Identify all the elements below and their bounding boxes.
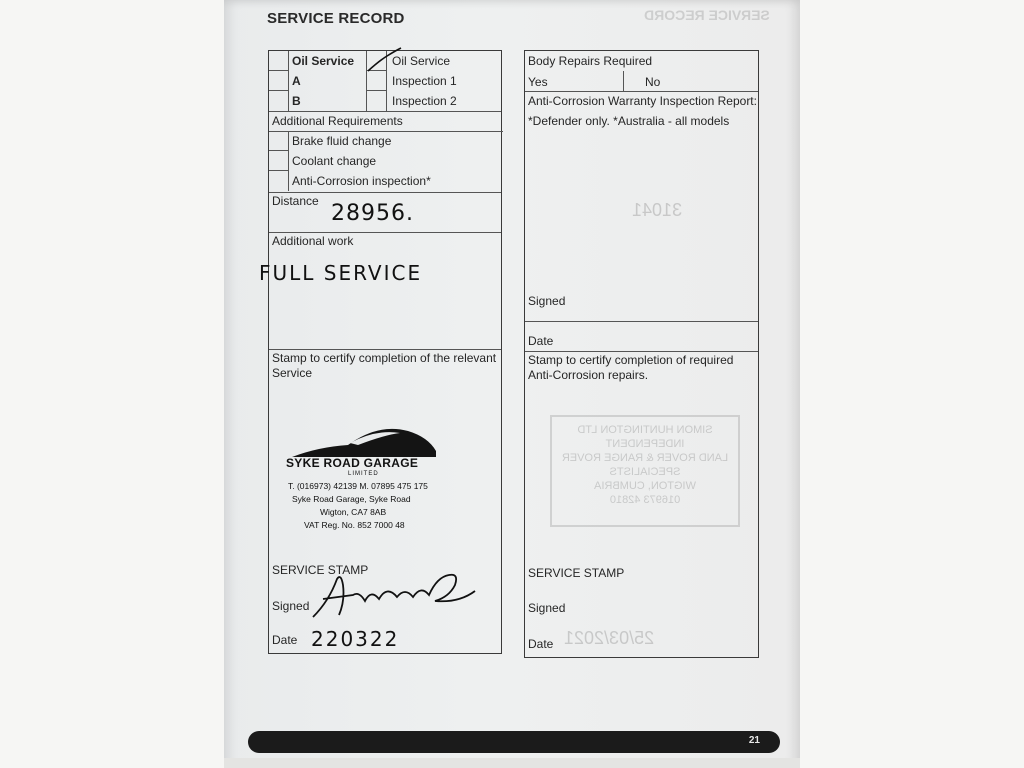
label-warranty-report: Anti-Corrosion Warranty Inspection Report: bbox=[528, 94, 757, 108]
label-additional-work: Additional work bbox=[272, 234, 354, 248]
label-anti-corrosion: Anti-Corrosion inspection* bbox=[292, 174, 431, 188]
label-inspection-1: Inspection 1 bbox=[392, 74, 457, 88]
ghost-stamp-line-4: SPECIALISTS bbox=[609, 466, 681, 478]
label-distance: Distance bbox=[272, 194, 319, 208]
label-signed-upper: Signed bbox=[528, 294, 566, 308]
label-inspection-2: Inspection 2 bbox=[392, 94, 457, 108]
checkbox-b[interactable] bbox=[269, 91, 289, 111]
service-record-page bbox=[224, 0, 800, 768]
checkbox-a[interactable] bbox=[269, 71, 289, 91]
label-stamp-certify: Stamp to certify completion of the relevant Service bbox=[272, 351, 497, 380]
label-signed-right: Signed bbox=[528, 601, 566, 615]
stamp-business-name: SYKE ROAD GARAGE bbox=[286, 456, 419, 470]
label-defender-note: *Defender only. *Australia - all models bbox=[528, 114, 730, 128]
car-logo-icon bbox=[288, 421, 438, 461]
label-no: No bbox=[645, 75, 661, 89]
checkbox-brake-fluid[interactable] bbox=[269, 131, 289, 151]
stamp-phone: T. (016973) 42139 M. 07895 475 175 bbox=[288, 481, 428, 491]
label-yes: Yes bbox=[528, 75, 548, 89]
background-left bbox=[0, 0, 224, 768]
stamp-address-2: Wigton, CA7 8AB bbox=[320, 507, 387, 517]
ghost-stamp-line-2: INDEPENDENT bbox=[605, 438, 685, 450]
ghost-date: 25/03/2021 bbox=[564, 628, 655, 648]
stamp-address-1: Syke Road Garage, Syke Road bbox=[292, 494, 411, 504]
label-brake-fluid: Brake fluid change bbox=[292, 134, 392, 148]
oil-service-tick-mark bbox=[365, 47, 405, 75]
stamp-vat: VAT Reg. No. 852 7000 48 bbox=[304, 520, 405, 530]
label-coolant: Coolant change bbox=[292, 154, 377, 168]
label-b: B bbox=[292, 94, 301, 108]
ghost-stamp-line-6: 016973 42810 bbox=[609, 494, 681, 506]
label-body-repairs: Body Repairs Required bbox=[528, 54, 653, 68]
ghost-stamp-line-3: LAND ROVER & RANGE ROVER bbox=[561, 452, 729, 464]
label-service-stamp-right: SERVICE STAMP bbox=[528, 566, 625, 580]
ghost-distance: 31041 bbox=[632, 200, 683, 220]
label-date-upper: Date bbox=[528, 334, 554, 348]
label-service-stamp: SERVICE STAMP bbox=[272, 563, 369, 577]
checkbox-anti-corrosion[interactable] bbox=[269, 171, 289, 191]
left-service-card bbox=[259, 50, 502, 654]
label-date-right: Date bbox=[528, 637, 554, 651]
checkbox-yes[interactable] bbox=[603, 71, 623, 91]
checkbox-coolant[interactable] bbox=[269, 151, 289, 171]
stamp-limited: LIMITED bbox=[348, 471, 379, 477]
date-value: 220322 bbox=[311, 627, 400, 651]
page-title: SERVICE RECORD bbox=[267, 10, 405, 27]
ghost-stamp-line-5: WIGTON, CUMBRIA bbox=[594, 480, 696, 492]
distance-value: 28956. bbox=[331, 201, 414, 226]
label-stamp-anti-corrosion: Stamp to certify completion of required Anti-Corrosion repairs. bbox=[528, 353, 734, 382]
checkbox-oil-service[interactable] bbox=[269, 51, 289, 71]
label-date: Date bbox=[272, 633, 298, 647]
label-oil-service-2: Oil Service bbox=[392, 54, 451, 68]
next-page-edge bbox=[224, 758, 800, 768]
additional-work-value: FULL SERVICE bbox=[259, 261, 423, 285]
garage-stamp bbox=[286, 421, 491, 539]
label-signed: Signed bbox=[272, 599, 310, 613]
background-right bbox=[800, 0, 1024, 768]
label-oil-service: Oil Service bbox=[292, 54, 355, 68]
signature bbox=[309, 571, 479, 621]
footer-bar bbox=[248, 731, 780, 753]
label-additional-requirements: Additional Requirements bbox=[272, 114, 403, 128]
checkbox-inspection-2[interactable] bbox=[367, 91, 387, 111]
label-a: A bbox=[292, 74, 301, 88]
right-corrosion-card bbox=[524, 50, 759, 658]
ghost-stamp bbox=[550, 415, 740, 527]
page-number: 21 bbox=[748, 735, 760, 746]
bleed-through-title: SERVICE RECORD bbox=[644, 7, 770, 23]
ghost-stamp-line-1: SIMON HUNTINGTON LTD bbox=[577, 424, 713, 436]
